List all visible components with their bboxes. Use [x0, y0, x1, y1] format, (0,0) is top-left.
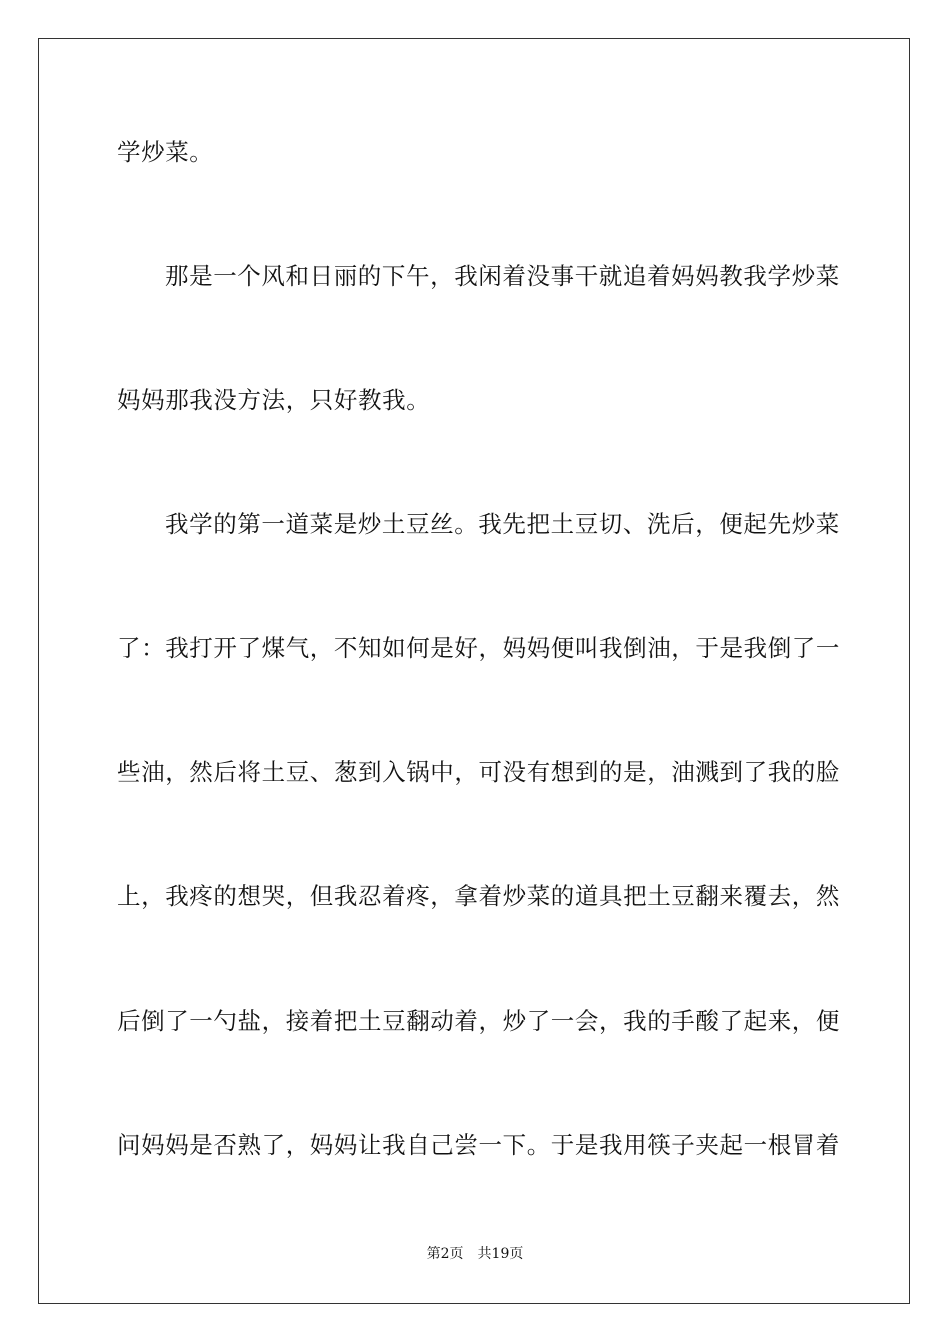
text-line-4: 我学的第一道菜是炒土豆丝。我先把土豆切、洗后，便起先炒菜	[165, 510, 840, 538]
text-line-1: 学炒菜。	[117, 138, 214, 166]
text-line-3: 妈妈那我没方法，只好教我。	[117, 386, 431, 414]
text-line-9: 问妈妈是否熟了，妈妈让我自己尝一下。于是我用筷子夹起一根冒着	[117, 1131, 840, 1159]
text-line-5: 了：我打开了煤气，不知如何是好，妈妈便叫我倒油，于是我倒了一	[117, 634, 840, 662]
text-line-8: 后倒了一勺盐，接着把土豆翻动着，炒了一会，我的手酸了起来，便	[117, 1007, 840, 1035]
page-border	[38, 38, 910, 1304]
page-number: 第2页	[426, 1246, 464, 1262]
text-line-2: 那是一个风和日丽的下午，我闲着没事干就追着妈妈教我学炒菜	[165, 262, 840, 290]
text-line-7: 上，我疼的想哭，但我忍着疼，拿着炒菜的道具把土豆翻来覆去，然	[117, 882, 840, 910]
text-line-6: 些油，然后将土豆、葱到入锅中，可没有想到的是，油溅到了我的脸	[117, 758, 840, 786]
page-total: 共19页	[477, 1246, 524, 1262]
page-footer	[0, 1244, 950, 1264]
